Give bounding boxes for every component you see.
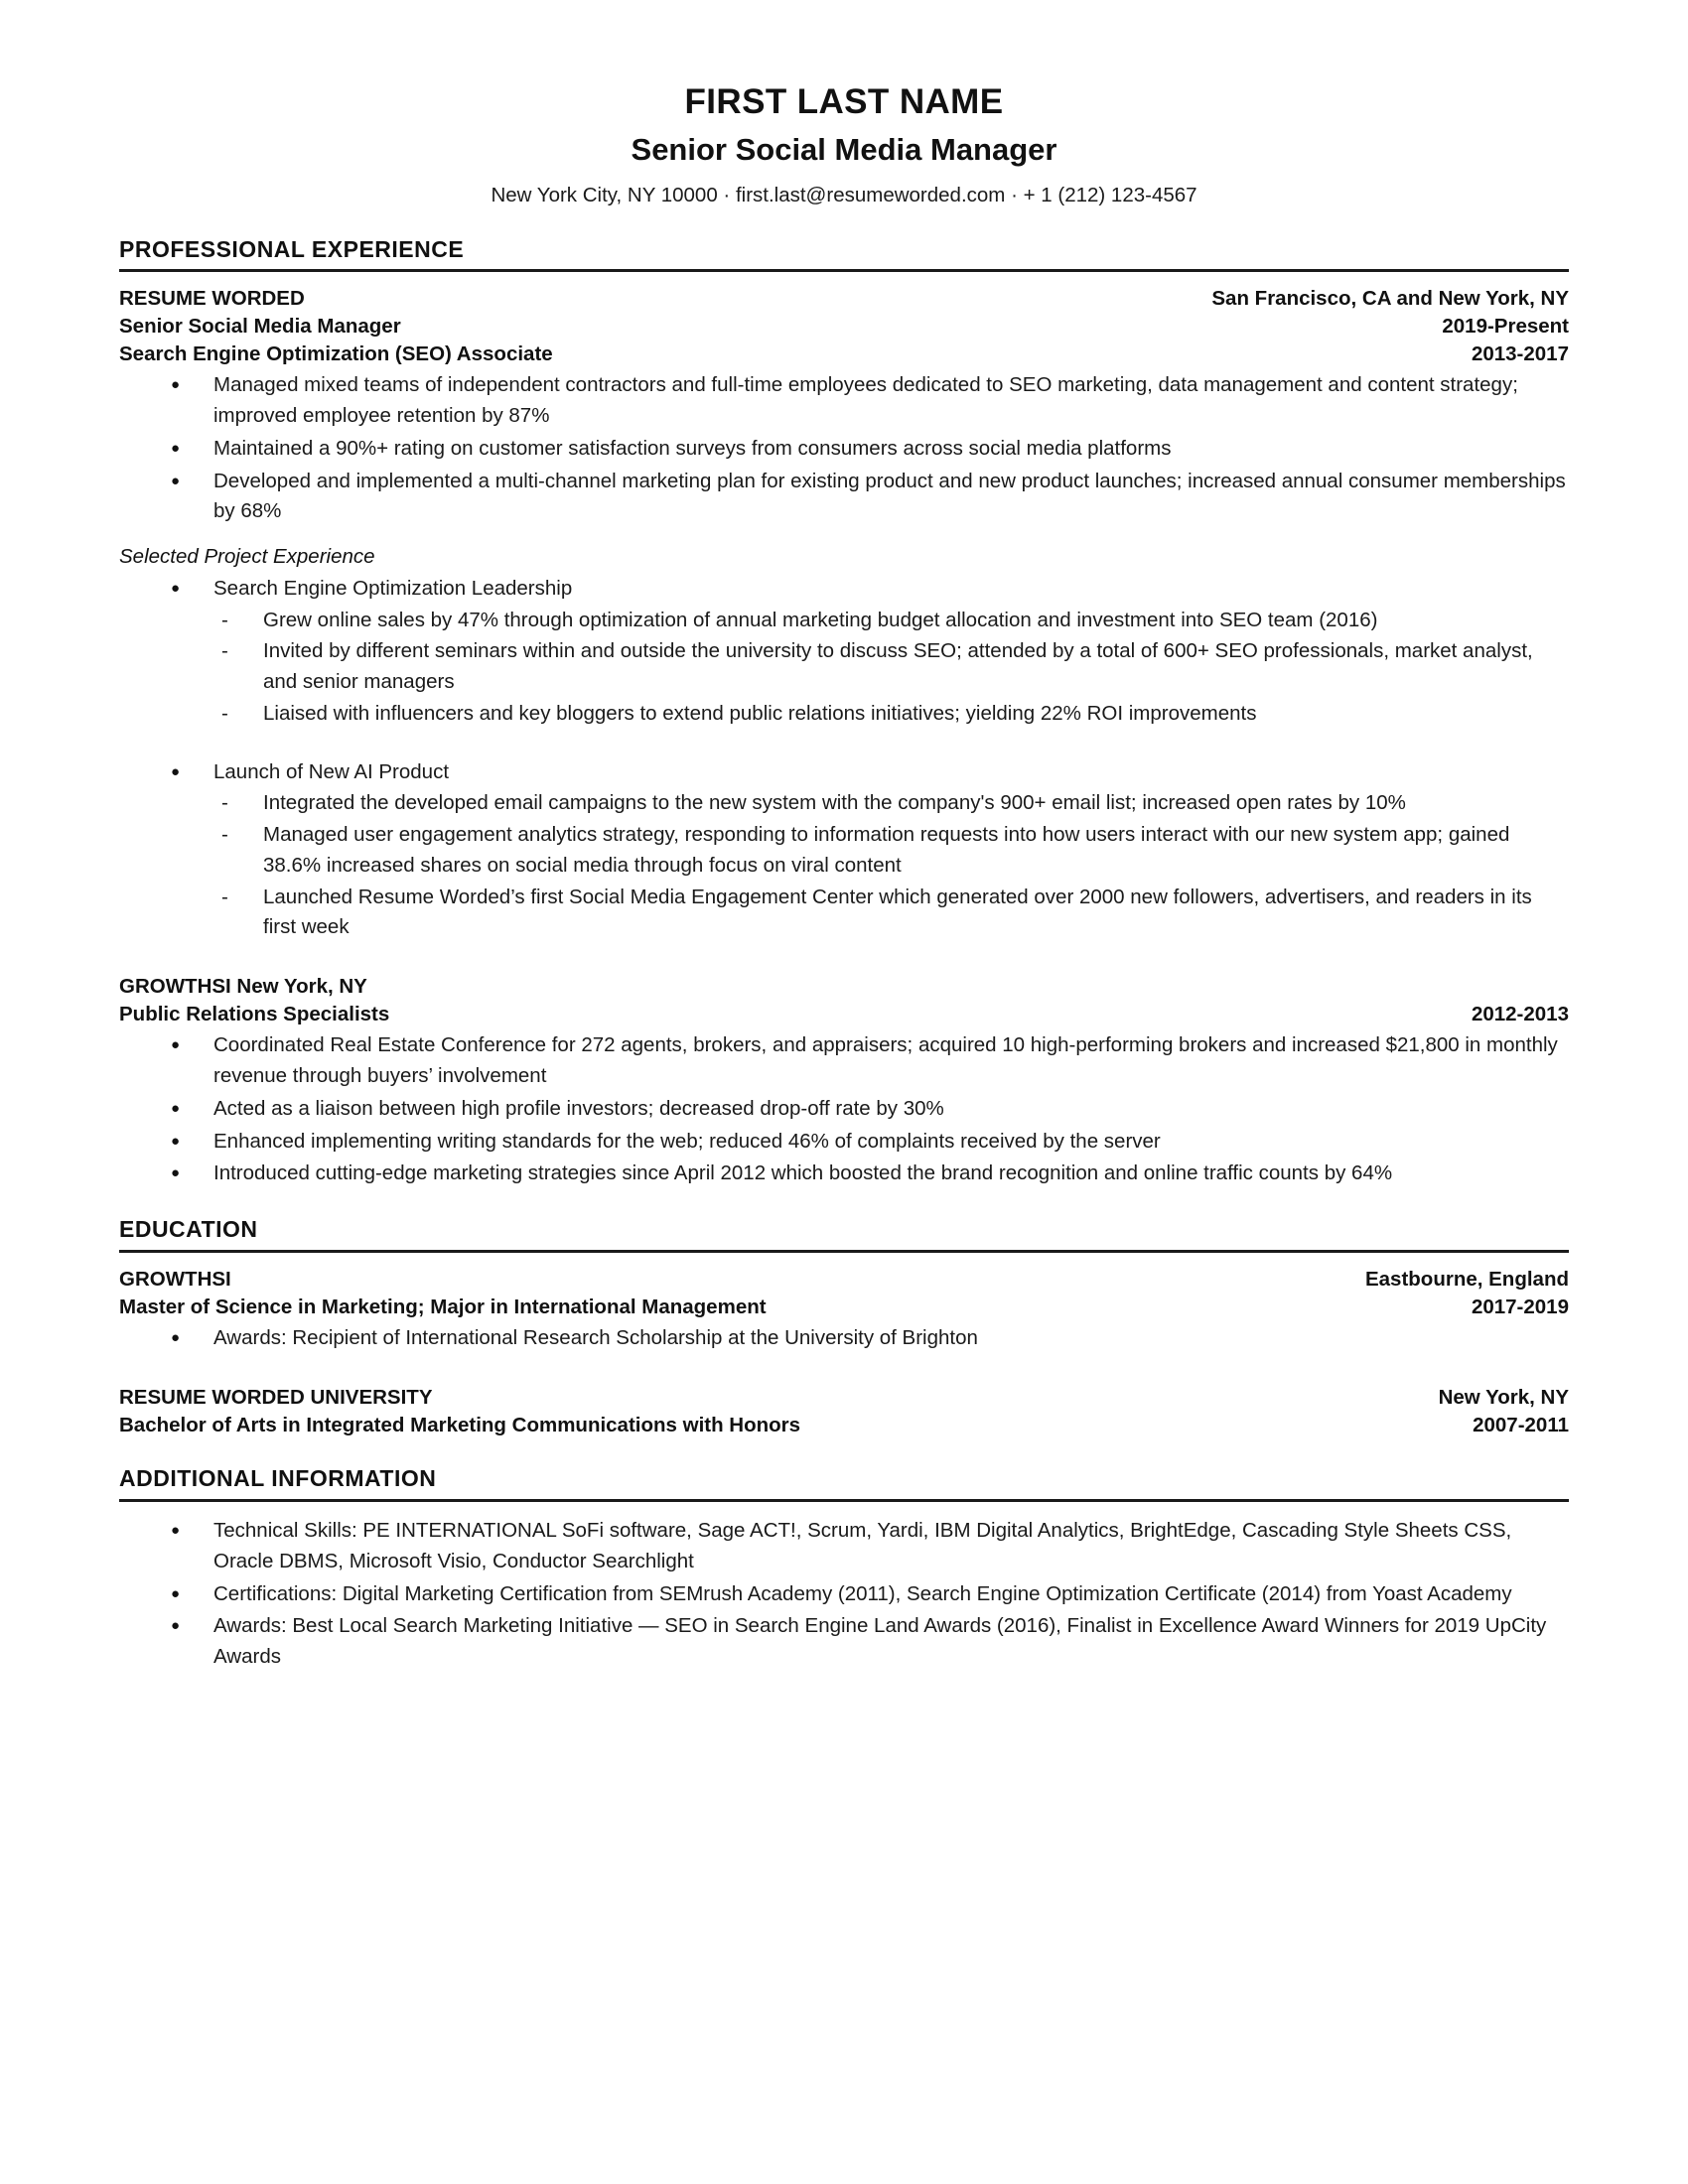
section-additional-information <box>119 1464 1569 1673</box>
bullet-item <box>119 370 1569 432</box>
bullet-item <box>119 1516 1569 1577</box>
additional-bullet-list <box>119 1516 1569 1673</box>
project-title: Search Engine Optimization Leadership <box>213 576 573 600</box>
education-bullet-list <box>119 1323 1569 1354</box>
company-name: RESUME WORDED <box>119 287 305 311</box>
bullet-item <box>119 1323 1569 1354</box>
sub-bullet-item <box>213 699 1569 730</box>
section-divider <box>119 1250 1569 1253</box>
degree-title: Bachelor of Arts in Integrated Marketing Communications with Honors <box>119 1413 801 1436</box>
role-dates-row <box>119 313 1569 341</box>
sub-bullet-text: Invited by different seminars within and outside the university to discuss SEO; attended by a total of 600+ SEO professionals, market analyst, and senior managers <box>263 639 1533 694</box>
degree-dates: 2007-2011 <box>1473 1413 1569 1436</box>
bullet-item <box>119 434 1569 465</box>
job-title: Senior Social Media Manager <box>119 315 401 339</box>
dash-marker-icon: - <box>221 701 228 725</box>
project-group <box>119 574 1569 730</box>
degree-dates: 2017-2019 <box>1471 1295 1569 1318</box>
selected-projects-label: Selected Project Experience <box>119 545 375 569</box>
contact-line: New York City, NY 10000 · first.last@resumeworded.com · + 1 (212) 123-4567 <box>491 183 1197 206</box>
bullet-item <box>119 574 1569 730</box>
company-location-row <box>119 285 1569 313</box>
bullet-item <box>119 1127 1569 1158</box>
company-location-row <box>119 973 1569 1001</box>
sub-bullet-text: Grew online sales by 47% through optimization of annual marketing budget allocation and investment into SEO team (2016) <box>263 608 1378 631</box>
job-dates: 2019-Present <box>1442 315 1569 339</box>
dash-marker-icon: - <box>221 885 228 908</box>
bullet-marker-icon: ● <box>171 376 181 394</box>
bullet-marker-icon: ● <box>171 579 181 597</box>
sub-bullet-item <box>213 606 1569 636</box>
bullet-text: Enhanced implementing writing standards for the web; reduced 46% of complaints received by the server <box>213 1129 1161 1153</box>
bullet-marker-icon: ● <box>171 1099 181 1117</box>
school-name: RESUME WORDED UNIVERSITY <box>119 1386 433 1410</box>
dash-marker-icon: - <box>221 823 228 847</box>
company-location: San Francisco, CA and New York, NY <box>1211 287 1569 311</box>
bullet-marker-icon: ● <box>171 1132 181 1150</box>
resume-header <box>119 0 1569 209</box>
bullet-marker-icon: ● <box>171 1584 181 1602</box>
bullet-marker-icon: ● <box>171 762 181 780</box>
candidate-name: FIRST LAST NAME <box>684 82 1004 121</box>
bullet-item <box>119 1159 1569 1189</box>
experience-entry <box>119 973 1569 1189</box>
bullet-item <box>119 1030 1569 1092</box>
sub-bullet-item <box>213 820 1569 882</box>
dash-marker-icon: - <box>221 608 228 631</box>
bullet-marker-icon: ● <box>171 1522 181 1540</box>
project-bullet-list <box>119 574 1569 730</box>
school-location-row <box>119 1384 1569 1412</box>
degree-title: Master of Science in Marketing; Major in International Management <box>119 1295 767 1318</box>
section-education <box>119 1215 1569 1438</box>
job-bullet-list <box>119 370 1569 527</box>
bullet-marker-icon: ● <box>171 1329 181 1347</box>
project-subbullet-list <box>213 606 1569 730</box>
bullet-item <box>119 757 1569 944</box>
role-dates-row <box>119 341 1569 368</box>
project-group <box>119 757 1569 944</box>
bullet-text: Certifications: Digital Marketing Certification from SEMrush Academy (2011), Search Engine Optimization Certificate (2014) from Yoast Academy <box>213 1581 1512 1605</box>
sub-bullet-text: Integrated the developed email campaigns to the new system with the company's 900+ email list; increased open rates by 10% <box>263 791 1406 815</box>
dash-marker-icon: - <box>221 639 228 663</box>
bullet-item <box>119 1611 1569 1673</box>
school-name: GROWTHSI <box>119 1267 231 1291</box>
sub-bullet-item <box>213 788 1569 819</box>
bullet-marker-icon: ● <box>171 1617 181 1635</box>
bullet-text: Awards: Recipient of International Research Scholarship at the University of Brighton <box>213 1326 978 1350</box>
school-location: Eastbourne, England <box>1364 1267 1569 1291</box>
education-entry <box>119 1266 1569 1354</box>
bullet-marker-icon: ● <box>171 472 181 489</box>
section-divider <box>119 269 1569 272</box>
section-title-education: EDUCATION <box>119 1216 258 1243</box>
dash-marker-icon: - <box>221 791 228 815</box>
company-name: GROWTHSI New York, NY <box>119 975 367 999</box>
bullet-marker-icon: ● <box>171 1164 181 1182</box>
job-dates: 2012-2013 <box>1471 1002 1569 1025</box>
bullet-item <box>119 1579 1569 1610</box>
project-title: Launch of New AI Product <box>213 759 450 783</box>
job-bullet-list <box>119 1030 1569 1189</box>
education-entry <box>119 1384 1569 1438</box>
school-location-row <box>119 1266 1569 1294</box>
bullet-text: Acted as a liaison between high profile investors; decreased drop-off rate by 30% <box>213 1096 944 1120</box>
bullet-item <box>119 467 1569 528</box>
school-location: New York, NY <box>1438 1386 1569 1410</box>
project-subbullet-list <box>213 788 1569 943</box>
bullet-item <box>119 1094 1569 1125</box>
sub-bullet-text: Launched Resume Worded’s first Social Media Engagement Center which generated over 2000 new followers, advertisers, and readers in its first week <box>263 885 1532 939</box>
role-dates-row <box>119 1001 1569 1028</box>
sub-bullet-text: Liaised with influencers and key bloggers to extend public relations initiatives; yielding 22% ROI improvements <box>263 701 1257 725</box>
bullet-text: Maintained a 90%+ rating on customer satisfaction surveys from consumers across social media platforms <box>213 436 1172 460</box>
section-professional-experience <box>119 235 1569 1190</box>
candidate-headline: Senior Social Media Manager <box>631 131 1057 167</box>
section-divider <box>119 1499 1569 1502</box>
job-title: Public Relations Specialists <box>119 1002 390 1025</box>
sub-bullet-item <box>213 636 1569 698</box>
bullet-text: Introduced cutting-edge marketing strategies since April 2012 which boosted the brand recognition and online traffic counts by 64% <box>213 1161 1393 1185</box>
bullet-marker-icon: ● <box>171 1036 181 1054</box>
section-title-additional: ADDITIONAL INFORMATION <box>119 1465 437 1492</box>
degree-dates-row <box>119 1412 1569 1439</box>
bullet-marker-icon: ● <box>171 439 181 457</box>
bullet-text: Managed mixed teams of independent contractors and full-time employees dedicated to SEO marketing, data management and content strategy; improved employee retention by 87% <box>213 373 1518 428</box>
experience-entry <box>119 285 1569 943</box>
sub-bullet-item <box>213 883 1569 944</box>
bullet-text: Awards: Best Local Search Marketing Initiative — SEO in Search Engine Land Awards (2016), Finalist in Excellence Award Winners for 2019 UpCity Awards <box>213 1614 1547 1669</box>
job-dates: 2013-2017 <box>1471 341 1569 365</box>
project-bullet-list <box>119 757 1569 944</box>
degree-dates-row <box>119 1294 1569 1321</box>
sub-bullet-text: Managed user engagement analytics strategy, responding to information requests into how users interact with our new system app; gained 38.6% increased shares on social media through focus on viral content <box>263 823 1510 877</box>
section-title-experience: PROFESSIONAL EXPERIENCE <box>119 235 465 262</box>
bullet-text: Coordinated Real Estate Conference for 272 agents, brokers, and appraisers; acquired 10 high-performing brokers and increased $21,800 in monthly revenue through buyers’ involvement <box>213 1033 1558 1088</box>
bullet-text: Technical Skills: PE INTERNATIONAL SoFi software, Sage ACT!, Scrum, Yardi, IBM Digital Analytics, BrightEdge, Cascading Style Sheets CSS, Oracle DBMS, Microsoft Visio, Conductor Searchlight <box>213 1519 1512 1572</box>
job-title: Search Engine Optimization (SEO) Associate <box>119 341 553 365</box>
bullet-text: Developed and implemented a multi-channel marketing plan for existing product and new product launches; increased annual consumer memberships by 68% <box>213 469 1566 523</box>
